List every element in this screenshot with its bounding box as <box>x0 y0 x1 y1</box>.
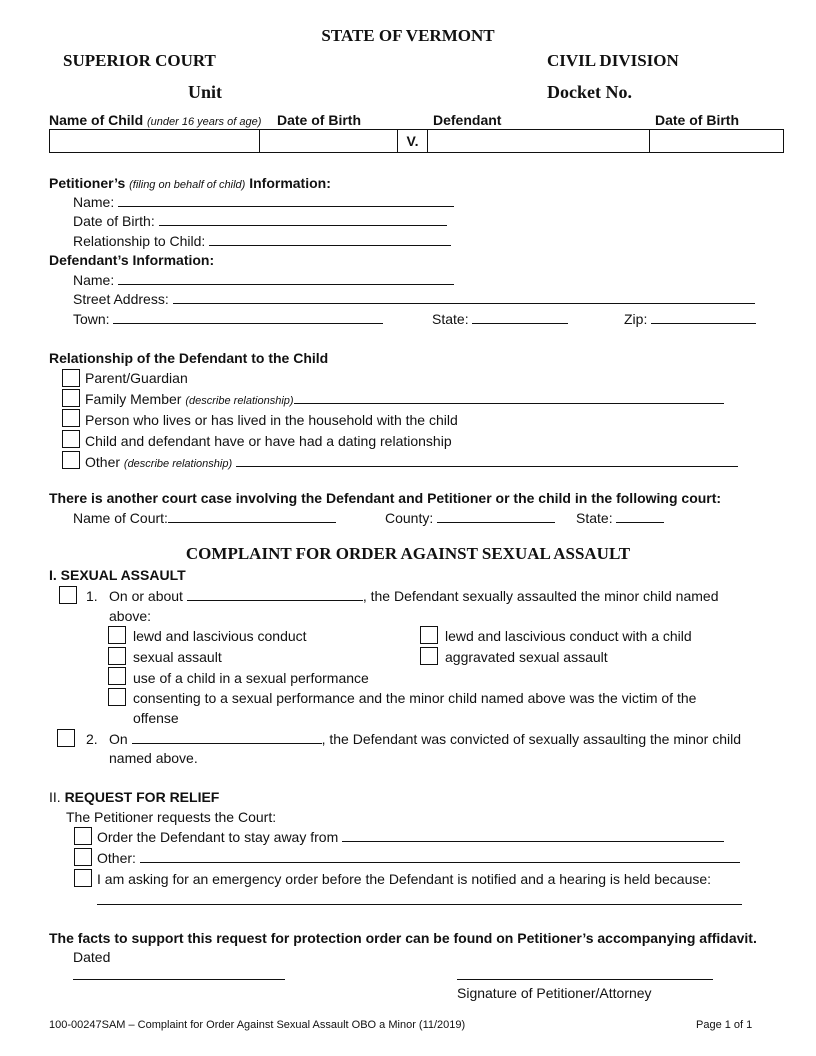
item1-checkbox[interactable] <box>59 586 77 604</box>
emergency-checkbox[interactable] <box>74 869 92 887</box>
parent-label: Parent/Guardian <box>85 370 188 386</box>
division-name: CIVIL DIVISION <box>547 51 679 70</box>
item1-date-field[interactable] <box>187 587 363 601</box>
state-title: STATE OF VERMONT <box>321 26 495 45</box>
other-relationship-row: Other (describe relationship) <box>85 453 738 473</box>
item2-checkbox[interactable] <box>57 729 75 747</box>
defendant-label: Defendant <box>433 112 502 128</box>
defendant-name-field[interactable] <box>118 271 454 285</box>
child-name-field[interactable] <box>50 130 260 152</box>
dating-label: Child and defendant have or have had a dating relationship <box>85 433 452 449</box>
child-name-label: Name of Child (under 16 years of age) <box>49 112 262 128</box>
petitioner-name-field[interactable] <box>118 193 454 207</box>
lewd-child-checkbox[interactable] <box>420 626 438 644</box>
defendant-heading: Defendant’s Information: <box>49 252 215 268</box>
sexual-assault-heading: I. SEXUAL ASSAULT <box>49 567 186 583</box>
defendant-dob-field[interactable] <box>650 130 783 152</box>
parent-checkbox[interactable] <box>62 369 80 387</box>
petitioner-name-row: Name: <box>73 193 454 211</box>
petitioner-relationship-field[interactable] <box>209 232 451 246</box>
defendant-town-field[interactable] <box>113 310 383 324</box>
item2-above: named above. <box>109 750 198 766</box>
dated-label: Dated <box>73 949 111 965</box>
defendant-street-field[interactable] <box>173 290 755 304</box>
emergency-label: I am asking for an emergency order before the Defendant is notified and a hearing is held because: <box>97 871 712 887</box>
other-county-row: County: <box>385 509 555 527</box>
court-name: SUPERIOR COURT <box>63 51 216 70</box>
signature-row <box>457 966 713 984</box>
relief-other-field[interactable] <box>140 849 740 863</box>
defendant-zip-row: Zip: <box>624 310 756 328</box>
complaint-title: COMPLAINT FOR ORDER AGAINST SEXUAL ASSAULT <box>185 544 631 563</box>
other-relationship-checkbox[interactable] <box>62 451 80 469</box>
lewd-label: lewd and lascivious conduct <box>133 628 307 644</box>
stay-away-checkbox[interactable] <box>74 827 92 845</box>
other-state-row: State: <box>576 509 664 527</box>
stay-away-row: Order the Defendant to stay away from <box>97 828 724 846</box>
item1-text: On or about , the Defendant sexually assaulted the minor child named <box>109 588 719 604</box>
other-court-row: Name of Court: <box>73 509 336 527</box>
lewd-child-label: lewd and lascivious conduct with a child <box>445 628 692 644</box>
item1-number: 1. <box>86 588 98 604</box>
item1-above: above: <box>109 608 152 624</box>
petitioner-dob-field[interactable] <box>159 212 447 226</box>
family-describe-field[interactable] <box>294 390 724 404</box>
item2-number: 2. <box>86 731 98 747</box>
other-state-field[interactable] <box>616 509 664 523</box>
stay-away-field[interactable] <box>342 828 724 842</box>
date-row <box>73 966 285 984</box>
lewd-checkbox[interactable] <box>108 626 126 644</box>
family-row: Family Member (describe relationship) <box>85 390 724 410</box>
defendant-name-field[interactable] <box>428 130 650 152</box>
relationship-heading: Relationship of the Defendant to the Child <box>49 350 329 366</box>
emergency-reason-field[interactable] <box>97 891 742 905</box>
child-dob-field[interactable] <box>260 130 398 152</box>
defendant-state-row: State: <box>432 310 568 328</box>
item2-text: On , the Defendant was convicted of sexually assaulting the minor child <box>109 731 742 747</box>
consenting-offense: offense <box>133 710 179 726</box>
form-id: 100-00247SAM – Complaint for Order Against Sexual Assault OBO a Minor (11/2019) <box>49 1019 466 1031</box>
dob-label-1: Date of Birth <box>277 112 361 128</box>
signature-label: Signature of Petitioner/Attorney <box>457 985 652 1001</box>
facts-statement: The facts to support this request for protection order can be found on Petitioner’s accompanying affidavit. <box>49 930 757 946</box>
household-checkbox[interactable] <box>62 409 80 427</box>
consenting-checkbox[interactable] <box>108 688 126 706</box>
page-number: Page 1 of 1 <box>696 1019 753 1031</box>
consenting-label: consenting to a sexual performance and the minor child named above was the victim of the <box>133 690 697 706</box>
other-court-field[interactable] <box>168 509 336 523</box>
dob-label-2: Date of Birth <box>655 112 739 128</box>
unit-label: Unit <box>188 82 223 102</box>
other-relationship-field[interactable] <box>236 453 738 467</box>
defendant-state-field[interactable] <box>472 310 568 324</box>
petitioner-relationship-row: Relationship to Child: <box>73 232 451 250</box>
item2-date-field[interactable] <box>132 730 322 744</box>
relief-other-row: Other: <box>97 849 740 867</box>
versus-label: V. <box>398 130 428 152</box>
defendant-name-row: Name: <box>73 271 454 289</box>
household-label: Person who lives or has lived in the household with the child <box>85 412 458 428</box>
family-checkbox[interactable] <box>62 389 80 407</box>
party-grid <box>49 129 784 153</box>
relief-other-checkbox[interactable] <box>74 848 92 866</box>
relief-heading: II. REQUEST FOR RELIEF <box>49 789 220 805</box>
aggravated-checkbox[interactable] <box>420 647 438 665</box>
other-county-field[interactable] <box>437 509 555 523</box>
relief-intro: The Petitioner requests the Court: <box>66 809 277 825</box>
petitioner-heading: Petitioner’s (filing on behalf of child) Information: <box>49 175 331 191</box>
other-case-heading: There is another court case involving the Defendant and Petitioner or the child in the following court: <box>49 490 722 506</box>
date-field[interactable] <box>73 966 285 980</box>
performance-checkbox[interactable] <box>108 667 126 685</box>
sexual-assault-label: sexual assault <box>133 649 222 665</box>
defendant-town-row: Town: <box>73 310 383 328</box>
defendant-zip-field[interactable] <box>651 310 756 324</box>
emergency-reason-row <box>97 891 742 909</box>
dating-checkbox[interactable] <box>62 430 80 448</box>
signature-field[interactable] <box>457 966 713 980</box>
sexual-assault-checkbox[interactable] <box>108 647 126 665</box>
aggravated-label: aggravated sexual assault <box>445 649 608 665</box>
petitioner-dob-row: Date of Birth: <box>73 212 447 230</box>
performance-label: use of a child in a sexual performance <box>133 670 369 686</box>
docket-label: Docket No. <box>547 82 632 102</box>
defendant-street-row: Street Address: <box>73 290 755 308</box>
